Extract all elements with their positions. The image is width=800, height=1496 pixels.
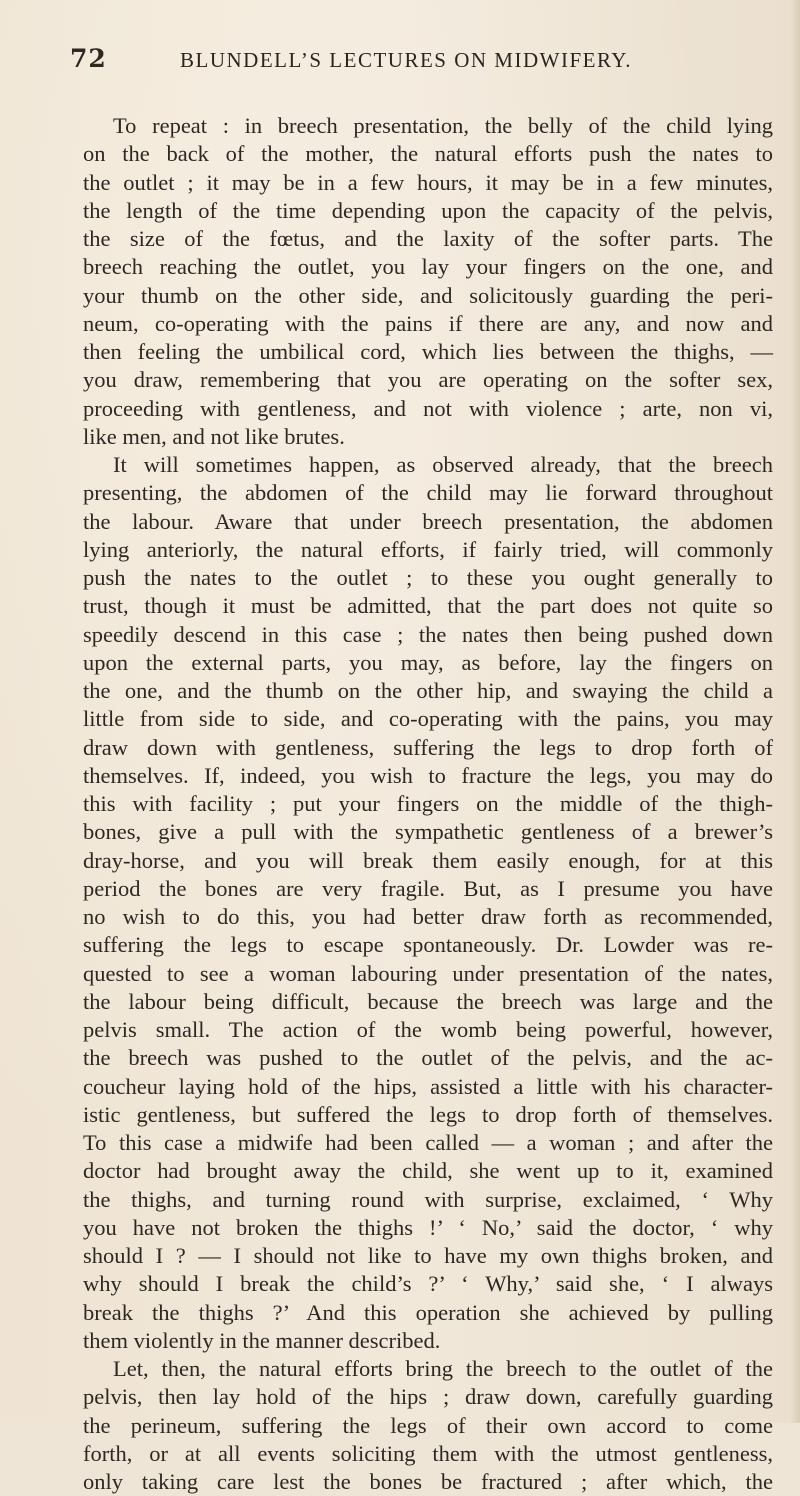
paragraph <box>83 451 773 1355</box>
text-line: you have not broken the thighs !’ ‘ No,’ said the doctor, ‘ why <box>83 1214 773 1240</box>
text-line: the thighs, and turning round with surprise, exclaimed, ‘ Why <box>83 1186 773 1212</box>
text-line: doctor had brought away the child, she went up to it, examined <box>83 1158 773 1184</box>
text-line: the labour being difficult, because the breech was large and the <box>83 988 773 1014</box>
text-line: themselves. If, indeed, you wish to fracture the legs, you may do <box>83 762 773 788</box>
text-line: you draw, remembering that you are operating on the softer sex, <box>83 367 773 393</box>
text-line: the breech was pushed to the outlet of the pelvis, and the ac- <box>83 1045 773 1071</box>
text-line: why should I break the child’s ?’ ‘ Why,’ said she, ‘ I always <box>83 1271 773 1297</box>
text-line: bones, give a pull with the sympathetic gentleness of a brewer’s <box>83 819 773 845</box>
text-line: neum, co-operating with the pains if there are any, and now and <box>83 310 773 336</box>
text-line: dray-horse, and you will break them easily enough, for at this <box>83 847 773 873</box>
text-line: coucheur laying hold of the hips, assisted a little with his character- <box>83 1073 773 1099</box>
text-line: on the back of the mother, the natural efforts push the nates to <box>83 141 773 167</box>
text-line: little from side to side, and co-operating with the pains, you may <box>83 706 773 732</box>
text-line: should I ? — I should not like to have my own thighs broken, and <box>83 1243 773 1268</box>
text-line: It will sometimes happen, as observed already, that the breech <box>113 452 773 477</box>
text-line: this with facility ; put your fingers on the middle of the thigh- <box>83 791 773 816</box>
text-line: To repeat : in breech presentation, the belly of the child lying <box>113 113 773 138</box>
text-line: them violently in the manner described. <box>83 1327 441 1353</box>
text-line: forth, or at all events soliciting them with the utmost gentleness, <box>83 1440 773 1466</box>
text-line: trust, though it must be admitted, that the part does not quite so <box>83 593 773 619</box>
running-title: BLUNDELL’S LECTURES ON MIDWIFERY. <box>180 48 633 72</box>
page-header <box>70 44 770 84</box>
text-line: like men, and not like brutes. <box>83 423 345 449</box>
page-edge <box>790 0 800 1423</box>
paragraph <box>83 112 773 451</box>
text-line: the outlet ; it may be in a few hours, it may be in a few minutes, <box>83 169 773 195</box>
text-line: only taking care lest the bones be fractured ; after which, the <box>83 1469 773 1494</box>
text-line: the length of the time depending upon the capacity of the pelvis, <box>83 197 773 223</box>
text-line: pelvis, then lay hold of the hips ; draw down, carefully guarding <box>83 1384 773 1410</box>
text-line: presenting, the abdomen of the child may lie forward throughout <box>83 480 773 506</box>
text-line: Let, then, the natural efforts bring the breech to the outlet of the <box>113 1356 773 1381</box>
text-line: proceeding with gentleness, and not with violence ; arte, non vi, <box>83 395 773 421</box>
text-line: then feeling the umbilical cord, which lies between the thighs, — <box>83 339 773 364</box>
text-line: your thumb on the other side, and solicitously guarding the peri- <box>83 282 773 308</box>
text-line: speedily descend in this case ; the nates then being pushed down <box>83 621 773 647</box>
text-line: pelvis small. The action of the womb being powerful, however, <box>83 1017 773 1042</box>
text-line: To this case a midwife had been called — a woman ; and after the <box>83 1130 773 1155</box>
text-line: draw down with gentleness, suffering the legs to drop forth of <box>83 734 773 760</box>
page-number: 72 <box>70 44 107 73</box>
text-line: breech reaching the outlet, you lay your fingers on the one, and <box>83 254 773 280</box>
text-line: istic gentleness, but suffered the legs to drop forth of themselves. <box>83 1101 773 1127</box>
paragraph <box>83 1355 773 1496</box>
text-line: the perineum, suffering the legs of their own accord to come <box>83 1412 773 1438</box>
body-text <box>83 112 773 1496</box>
text-line: the labour. Aware that under breech presentation, the abdomen <box>83 508 773 534</box>
text-line: quested to see a woman labouring under presentation of the nates, <box>83 960 773 986</box>
text-line: no wish to do this, you had better draw forth as recommended, <box>83 904 773 929</box>
text-line: the size of the fœtus, and the laxity of the softer parts. The <box>83 226 773 251</box>
text-line: break the thighs ?’ And this operation she achieved by pulling <box>83 1299 773 1325</box>
text-line: upon the external parts, you may, as before, lay the fingers on <box>83 649 773 675</box>
text-line: period the bones are very fragile. But, as I presume you have <box>83 875 773 901</box>
text-line: the one, and the thumb on the other hip, and swaying the child a <box>83 678 773 703</box>
text-line: suffering the legs to escape spontaneously. Dr. Lowder was re- <box>83 932 773 958</box>
text-line: push the nates to the outlet ; to these you ought generally to <box>83 565 773 590</box>
text-line: lying anteriorly, the natural efforts, if fairly tried, will commonly <box>83 536 773 562</box>
